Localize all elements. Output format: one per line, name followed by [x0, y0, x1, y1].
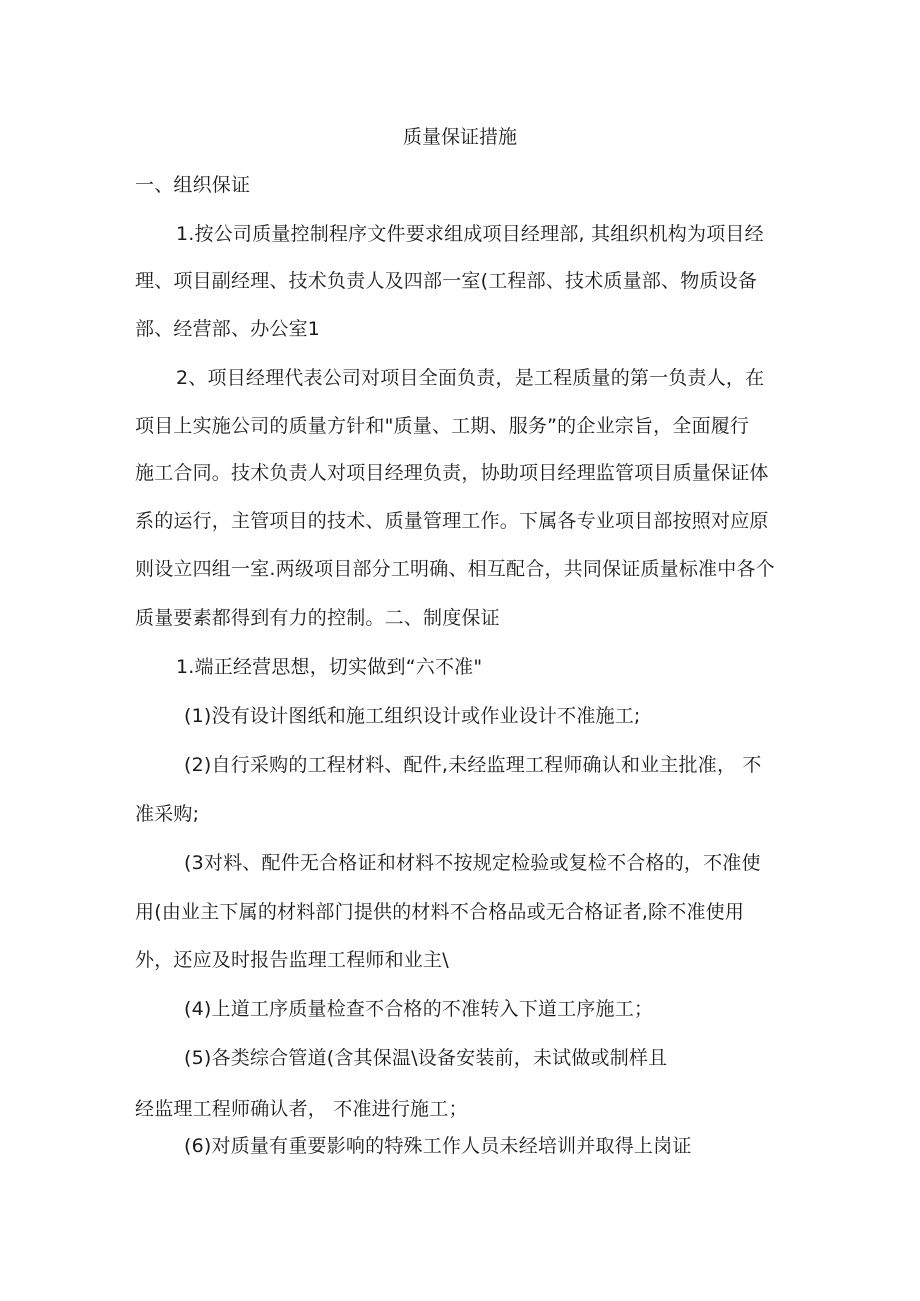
list-item-continuation: 用(由业主下属的材料部门提供的材料不合格品或无合格证者,除不准使用: [135, 901, 745, 923]
paragraph-line: 部、经营部、办公室1: [135, 318, 321, 340]
list-item: (3对料、配件无合格证和材料不按规定检验或复检不合格的，不准使: [184, 852, 761, 874]
document-title: 质量保证措施: [402, 126, 517, 148]
list-item-continuation: 准采购;: [135, 803, 200, 825]
paragraph-line: 1.按公司质量控制程序文件要求组成项目经理部, 其组织机构为项目经: [176, 223, 764, 245]
list-item: (4)上道工序质量检查不合格的不准转入下道工序施工；: [184, 998, 654, 1020]
paragraph-line: 系的运行，主管项目的技术、质量管理工作。下属各专业项目部按照对应原: [135, 510, 769, 532]
paragraph-line: 施工合同。技术负责人对项目经理负责，协助项目经理监管项目质量保证体: [135, 462, 769, 484]
paragraph-line: 则设立四组一室.两级项目部分工明确、相互配合，共同保证质量标准中各个: [135, 558, 775, 580]
list-item: (1)没有设计图纸和施工组织设计或作业设计不准施工;: [184, 705, 641, 727]
section-heading-organization: 一、组织保证: [135, 174, 251, 196]
list-item: (6)对质量有重要影响的特殊工作人员未经培训并取得上岗证: [184, 1135, 692, 1157]
list-item-continuation: 经监理工程师确认者， 不准进行施工；: [135, 1098, 468, 1120]
list-item: 1.端正经营思想，切实做到“六不准": [176, 656, 483, 678]
list-item-continuation: 外，还应及时报告监理工程师和业主\: [135, 949, 449, 971]
paragraph-line: 质量要素都得到有力的控制。二、制度保证: [135, 607, 500, 629]
paragraph-line: 项目上实施公司的质量方针和"质量、工期、服务”的企业宗旨，全面履行: [135, 415, 750, 437]
list-item: (2)自行采购的工程材料、配件,未经监理工程师确认和业主批准， 不: [184, 754, 762, 776]
list-item: (5)各类综合管道(含其保温\设备安装前，未试做或制样且: [184, 1047, 668, 1069]
paragraph-line: 理、项目副经理、技术负责人及四部一室(工程部、技术质量部、物质设备: [135, 270, 758, 292]
paragraph-line: 2、项目经理代表公司对项目全面负责，是工程质量的第一负责人，在: [176, 367, 765, 389]
